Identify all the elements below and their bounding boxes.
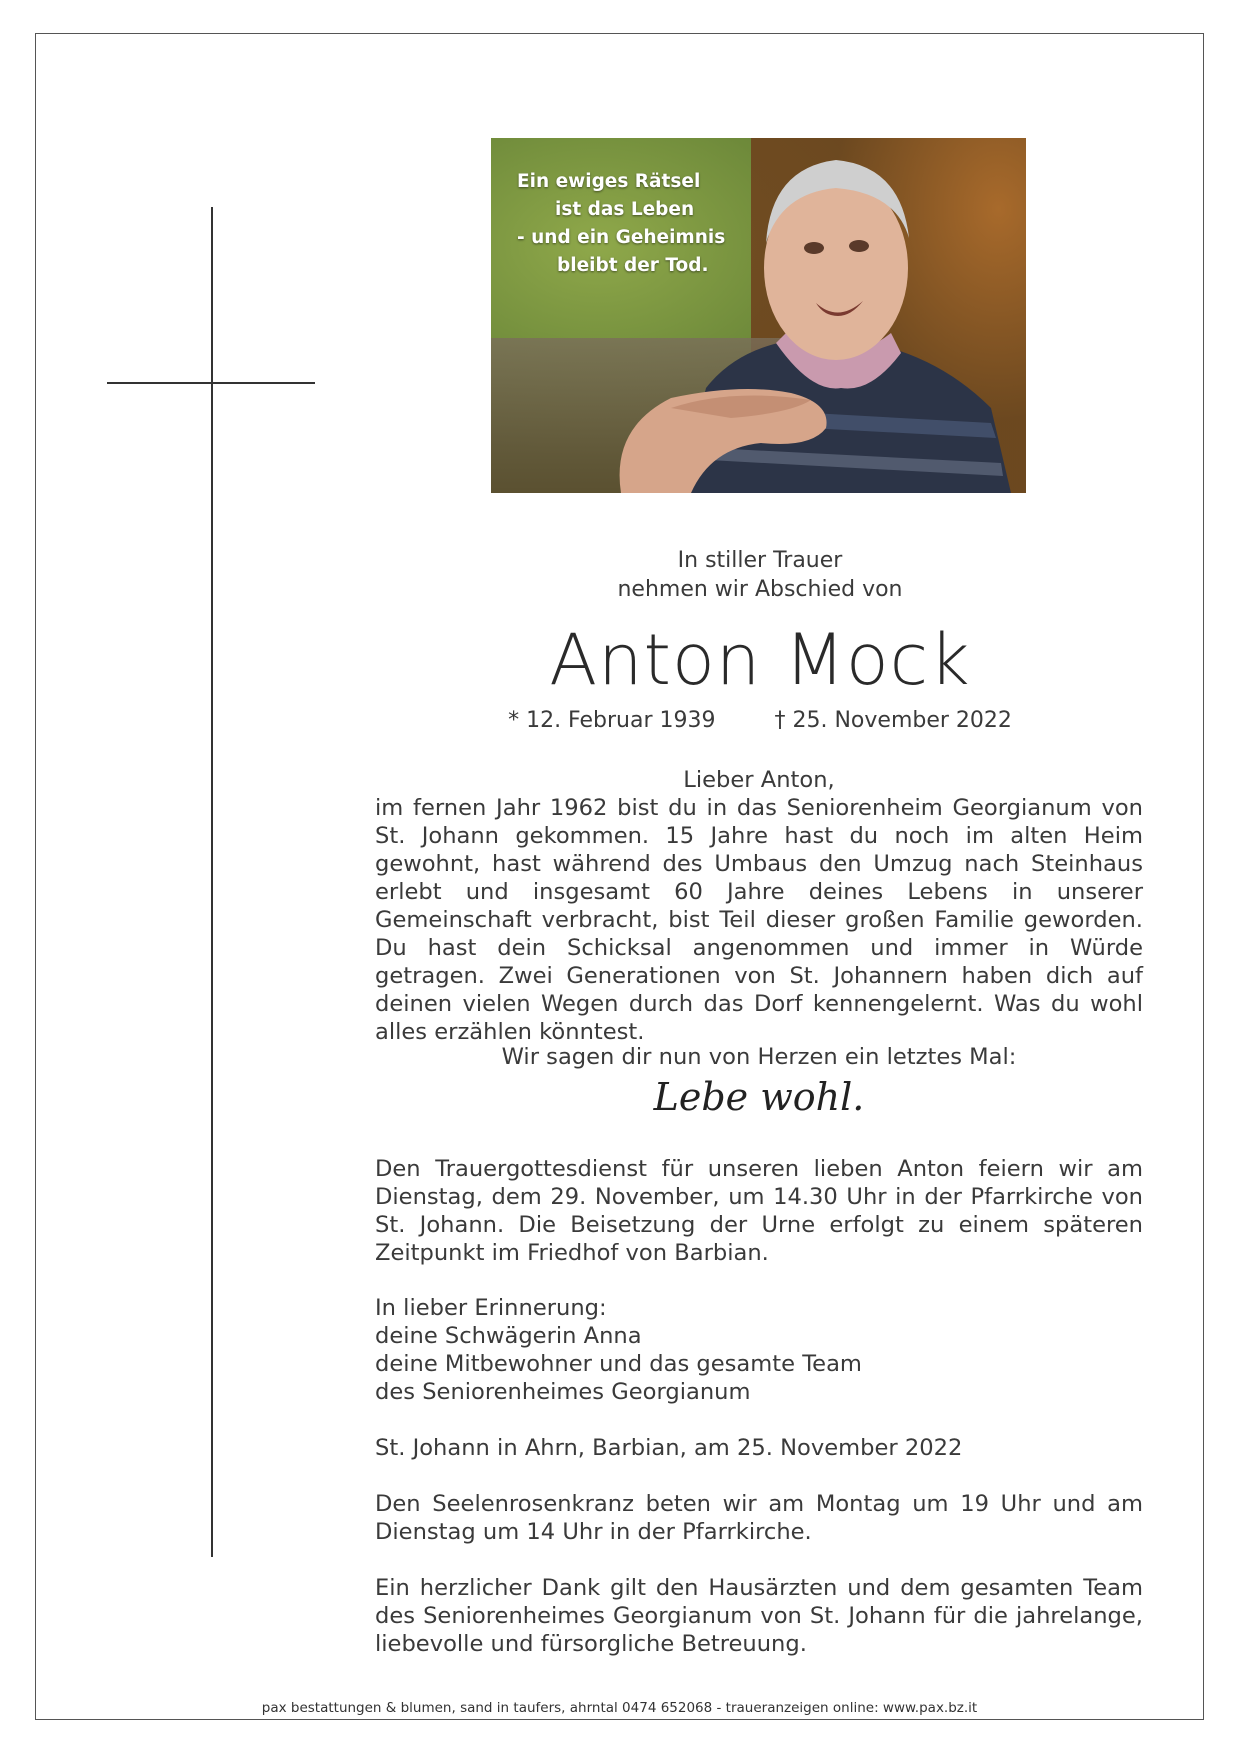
- death-date: † 25. November 2022: [774, 708, 1012, 733]
- quote-line: ist das Leben: [555, 199, 695, 220]
- intro-line-2: nehmen wir Abschied von: [617, 577, 903, 602]
- intro-text: [375, 546, 1145, 604]
- memory-line: deine Schwägerin Anna: [375, 1323, 642, 1349]
- photo-quote: [517, 168, 725, 280]
- memory-line: des Seniorenheimes Georgianum: [375, 1379, 751, 1405]
- intro-line-1: In stiller Trauer: [677, 548, 843, 573]
- footer-credit: pax bestattungen & blumen, sand in taufers, ahrntal 0474 652068 - traueranzeigen online: www.pax.bz.it: [261, 1700, 978, 1716]
- letter-salutation: Lieber Anton,: [683, 767, 835, 793]
- memory-line: In lieber Erinnerung:: [375, 1295, 607, 1321]
- life-dates: [375, 706, 1145, 736]
- cross-vertical-bar: [211, 207, 213, 1557]
- service-info: Den Trauergottesdienst für unseren lieben Anton feiern wir am Dienstag, dem 29. November, um 14.30 Uhr in der Pfarrkirche von St. Johann. Die Beisetzung der Urne erfolgt zu einem späteren Zeitpunkt im Friedhof von Barbian.: [375, 1156, 1143, 1266]
- quote-line: bleibt der Tod.: [557, 255, 709, 276]
- memory-signature: [375, 1294, 1143, 1406]
- farewell-intro: Wir sagen dir nun von Herzen ein letztes Mal:: [501, 1044, 1017, 1070]
- quote-line: Ein ewiges Rätsel: [517, 171, 701, 192]
- quote-line: - und ein Geheimnis: [517, 227, 726, 248]
- letter-text: im fernen Jahr 1962 bist du in das Seniorenheim Georgianum von St. Johann gekommen. 15 Jahre hast du noch im alten Heim gewohnt, hast während des Umbaus den Umzug nach Steinhaus erlebt und insgesamt 60 Jahre deines Lebens in unserer Gemeinschaft verbracht, bist Teil dieser großen Familie geworden. Du hast dein Schicksal angenommen und immer in Würde getragen. Zwei Generationen von St. Johannern haben dich auf deinen vielen Wegen durch das Dorf kennengelernt. Was du wohl alles erzählen könntest.: [375, 795, 1143, 1045]
- letter: [375, 766, 1143, 1046]
- memory-line: deine Mitbewohner und das gesamte Team: [375, 1351, 862, 1377]
- birth-date: * 12. Februar 1939: [508, 708, 716, 733]
- rosary-info: Den Seelenrosenkranz beten wir am Montag um 19 Uhr und am Dienstag um 14 Uhr in der Pfarrkirche.: [375, 1491, 1143, 1545]
- place-date: St. Johann in Ahrn, Barbian, am 25. November 2022: [375, 1435, 963, 1461]
- cross-horizontal-bar: [107, 382, 315, 384]
- deceased-name: Anton Mock: [549, 619, 971, 701]
- thanks-text: Ein herzlicher Dank gilt den Hausärzten und dem gesamten Team des Seniorenheimes Georgianum von St. Johann für die jahrelange, liebevolle und fürsorgliche Betreuung.: [375, 1575, 1143, 1657]
- portrait-photo: [491, 138, 1026, 493]
- farewell-text: Lebe wohl.: [653, 1075, 865, 1119]
